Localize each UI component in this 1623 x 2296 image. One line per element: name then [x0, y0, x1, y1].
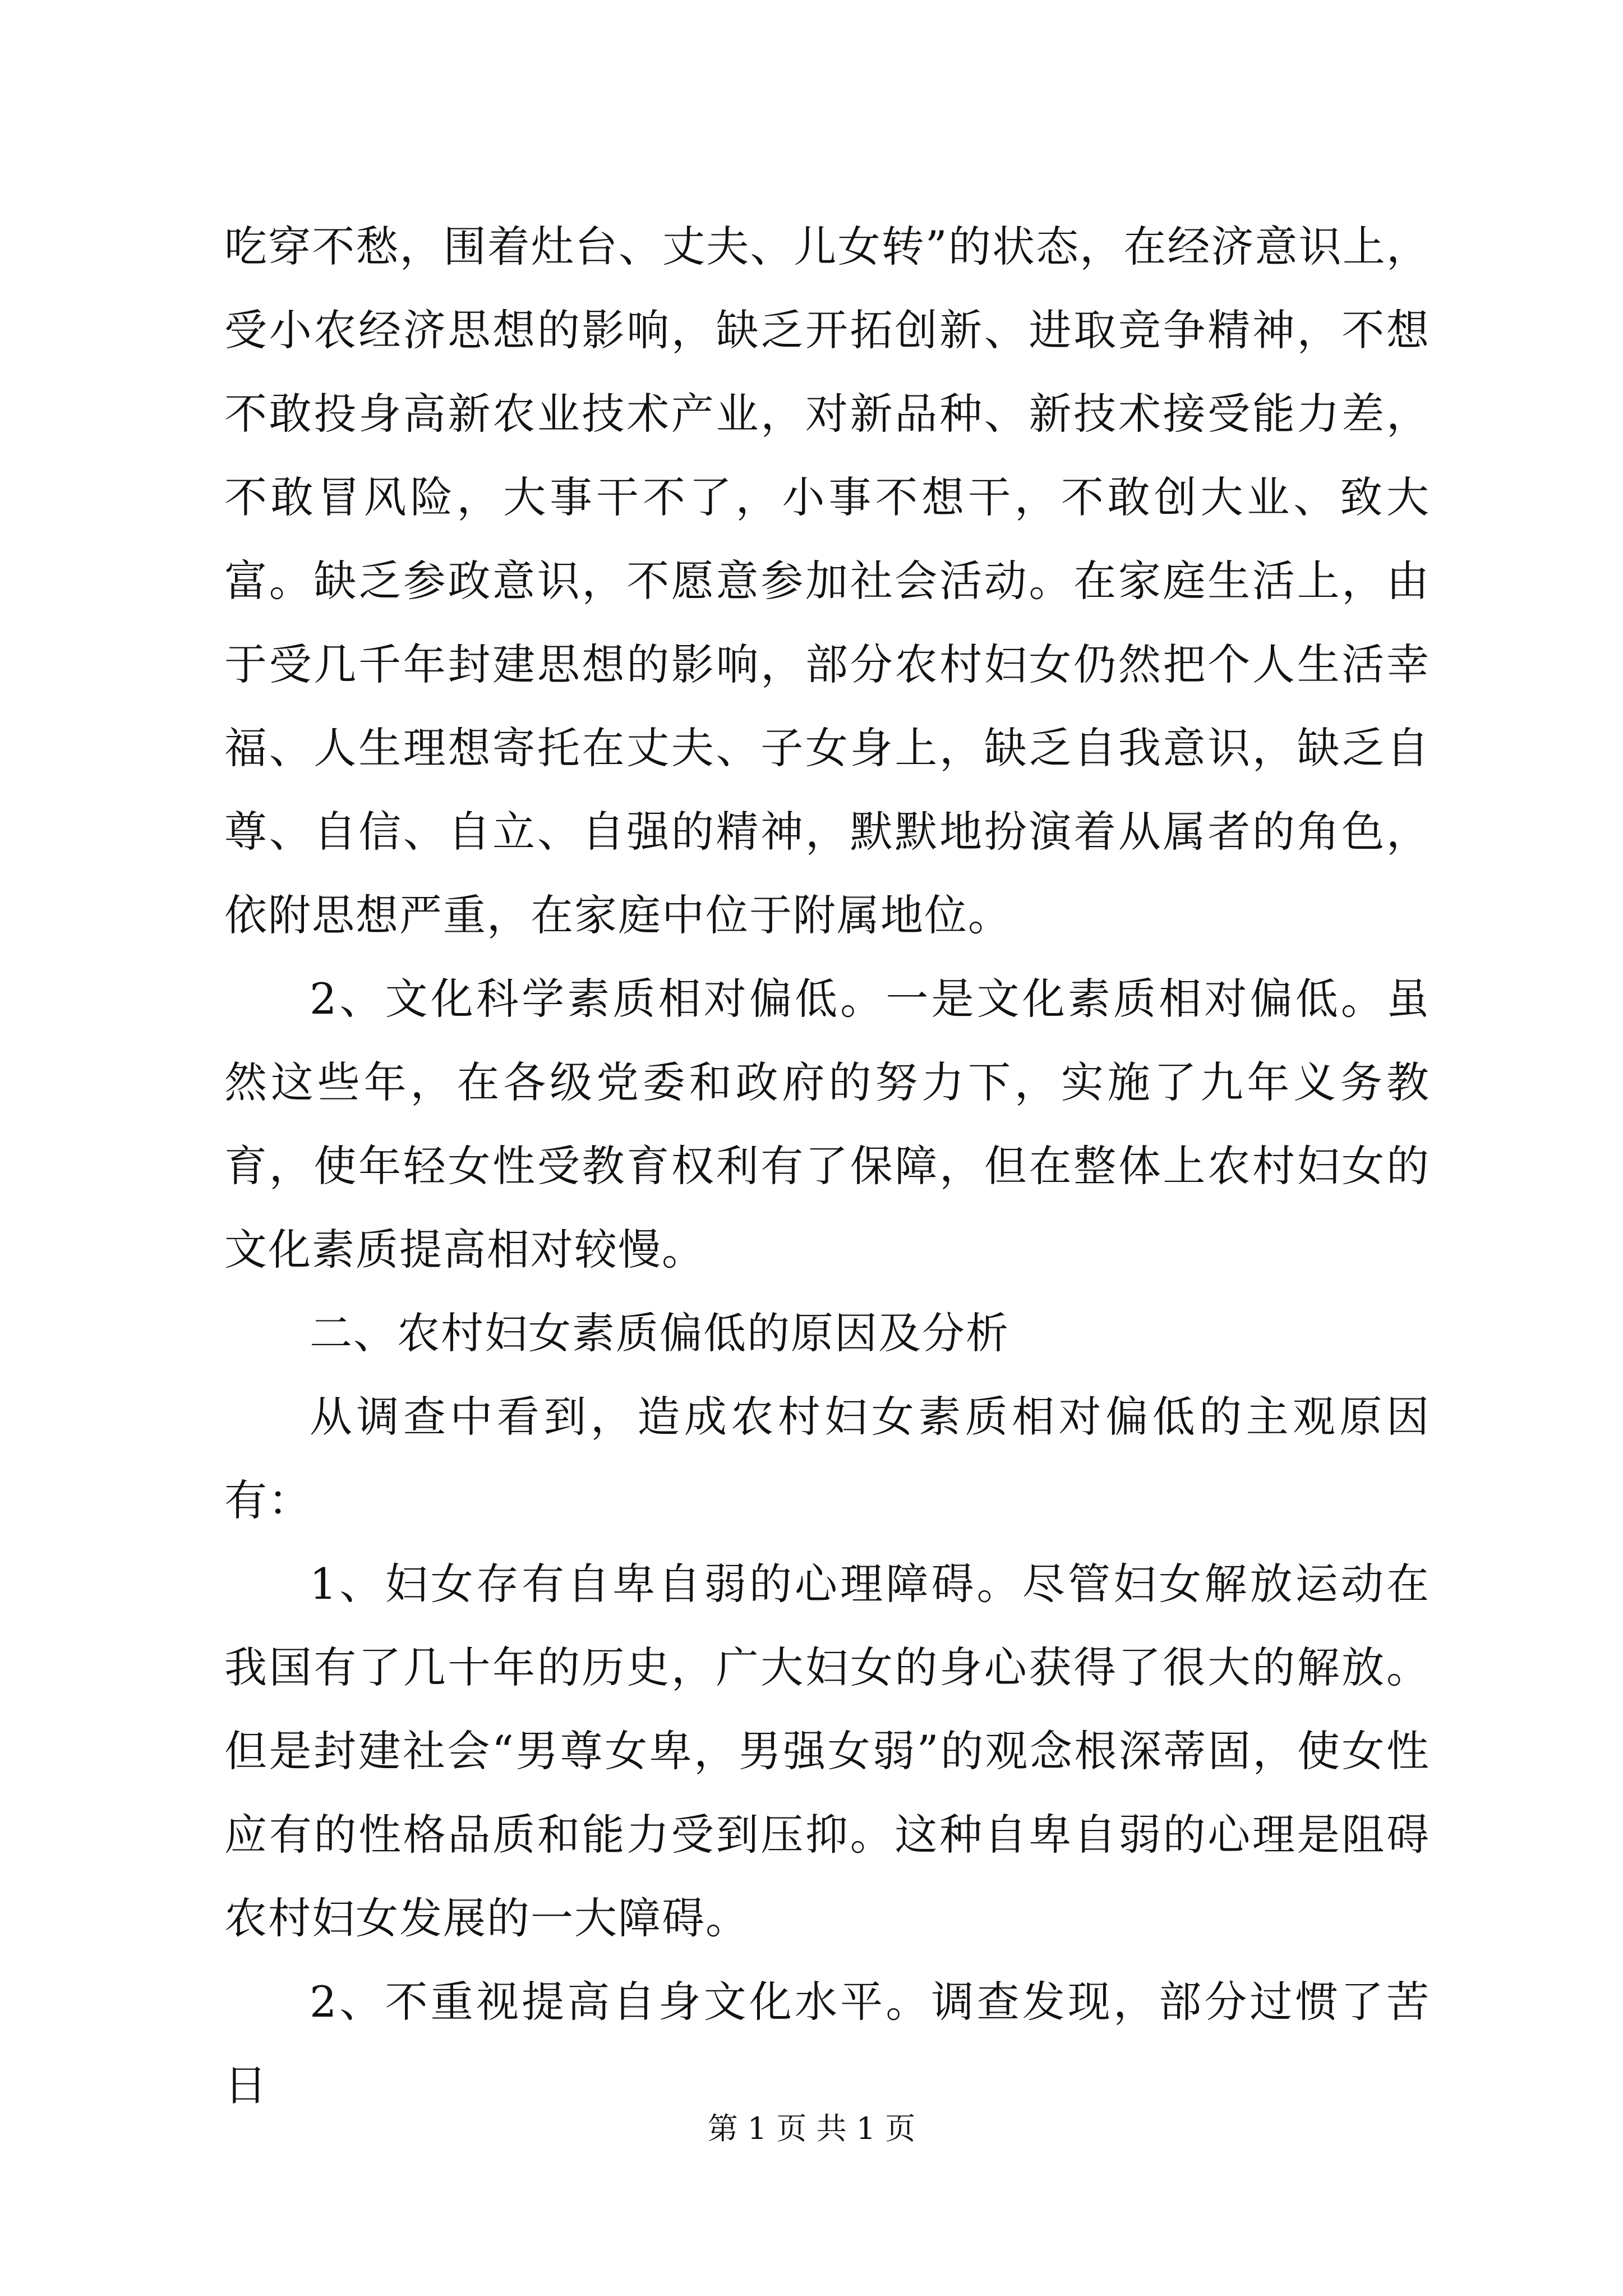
paragraph-education-neglect: 2、不重视提高自身文化水平。调查发现，部分过惯了苦日 — [224, 1977, 1430, 2110]
paragraph-psychological-barrier: 1、妇女存有自卑自弱的心理障碍。尽管妇女解放运动在我国有了几十年的历史，广大妇女的身心获得了很大的解放。但是封建社会“男尊女卑，男强女弱”的观念根深蒂固，使女性应有的性格品质和能力受到压抑。这种自卑自弱的心理是阻碍农村妇女发展的一大障碍。 — [224, 1559, 1430, 1943]
paragraph-survey-intro: 从调查中看到，造成农村妇女素质相对偏低的主观原因有： — [224, 1392, 1430, 1525]
page-footer: 第 1 页 共 1 页 — [707, 2111, 916, 2146]
section-heading-causes: 二、农村妇女素质偏低的原因及分析 — [310, 1308, 1009, 1358]
paragraph-continuation: 吃穿不愁，围着灶台、丈夫、儿女转”的状态，在经济意识上，受小农经济思想的影响，缺乏开拓创新、进取竞争精神，不想不敢投身高新农业技术产业，对新品种、新技术接受能力差，不敢冒风险，大事干不了，小事不想干，不敢创大业、致大富。缺乏参政意识，不愿意参加社会活动。在家庭生活上，由于受几千年封建思想的影响，部分农村妇女仍然把个人生活幸福、人生理想寄托在丈夫、子女身上，缺乏自我意识，缺乏自尊、自信、自立、自强的精神，默默地扮演着从属者的角色，依附思想严重，在家庭中位于附属地位。 — [224, 222, 1430, 940]
document-body — [224, 205, 1430, 2127]
paragraph-cultural-quality: 2、文化科学素质相对偏低。一是文化素质相对偏低。虽然这些年，在各级党委和政府的努力下，实施了九年义务教育，使年轻女性受教育权利有了保障，但在整体上农村妇女的文化素质提高相对较慢。 — [224, 974, 1430, 1274]
